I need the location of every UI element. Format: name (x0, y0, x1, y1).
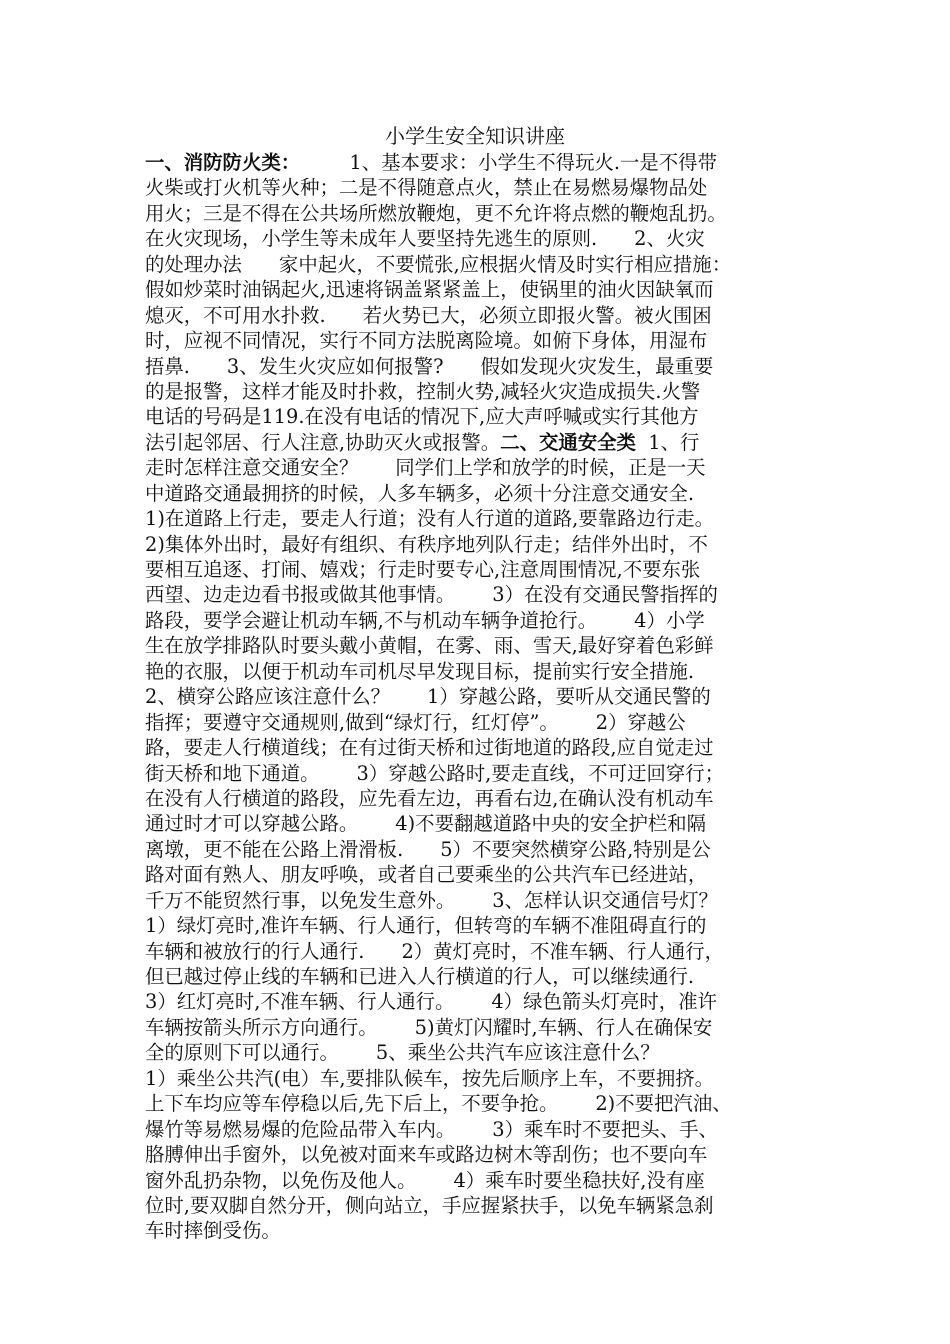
paragraph-line (145, 837, 711, 862)
body-text-segment: 西望、边走边看书报或做其他事情。 3）在没有交通民警指挥的 (145, 583, 718, 607)
body-text-segment: 3）红灯亮时,不准车辆、行人通行。 4）绿色箭头灯亮时，准许 (145, 990, 717, 1014)
body-text-segment: 生在放学排路队时要头戴小黄帽，在雾、雨、雪天,最好穿着色彩鲜 (145, 634, 714, 658)
paragraph-line (145, 532, 708, 557)
body-text-segment: 通过时才可以穿越公路。 4)不要翻越道路中央的安全护栏和隔 (145, 812, 707, 836)
body-text-segment: 离墩，更不能在公路上滑滑板. 5）不要突然横穿公路,特别是公 (145, 837, 711, 861)
body-text-segment: 路对面有熟人、朋友呼唤，或者自己要乘坐的公共汽车已经进站， (145, 863, 708, 887)
body-text-segment: 上下车均应等车停稳以后,先下后上，不要争抢。 2)不要把汽油、 (145, 1092, 732, 1116)
body-text-segment: 时，应视不同情况，实行不同方法脱离险境。如俯下身体，用湿布 (145, 329, 708, 353)
body-text-segment: 要相互追逐、打闹、嬉戏；行走时要专心,注意周围情况,不要东张 (145, 558, 701, 581)
paragraph-line (145, 888, 718, 913)
paragraph-line (145, 659, 694, 684)
body-text-segment: 车时摔倒受伤。 (145, 1219, 281, 1243)
paragraph-line (145, 1015, 712, 1040)
body-text-segment: 胳膊伸出手窗外，以免被对面来车或路边树木等刮伤；也不要向车 (145, 1143, 708, 1167)
paragraph-line (145, 939, 724, 964)
paragraph-line (145, 354, 713, 379)
body-text-segment: 捂鼻. 3、发生火灾应如何报警? 假如发现火灾发生，最重要 (145, 354, 714, 378)
body-text-segment: 艳的衣服，以便于机动车司机尽早发现目标，提前实行安全措施. (145, 659, 695, 683)
body-text-segment: 火柴或打火机等火种；二是不得随意点火，禁止在易燃易爆物品处 (145, 176, 708, 200)
body-text-segment: 用火；三是不得在公共场所燃放鞭炮，更不允许将点燃的鞭炮乱扔。 (145, 201, 727, 225)
body-text-segment: 千万不能贸然行事，以免发生意外。 3、怎样认识交通信号灯？ (145, 888, 718, 912)
body-text-segment: 2)集体外出时，最好有组织、有秩序地列队行走；结伴外出时，不 (145, 532, 708, 556)
body-text-segment: 车辆按箭头所示方向通行。 5)黄灯闪耀时,车辆、行人在确保安 (145, 1015, 713, 1039)
paragraph-line (145, 1117, 718, 1142)
body-text-segment: 中道路交通最拥挤的时候，人多车辆多，必须十分注意交通安全. (145, 481, 695, 505)
body-text-segment: 指挥；要遵守交通规则,做到“绿灯行，红灯停”。 2）穿越公 (145, 710, 686, 734)
body-text-segment: 1)在道路上行走，要走人行道；没有人行道的道路,要靠路边行走。 (145, 507, 715, 531)
paragraph-line (145, 1040, 660, 1065)
body-text-segment: 2、横穿公路应该注意什么？ 1）穿越公路，要听从交通民警的 (145, 685, 711, 709)
paragraph-line (145, 455, 706, 480)
body-text-segment: 1）乘坐公共汽(电）车,要排队候车，按先后顺序上车，不要拥挤。 (145, 1066, 715, 1090)
body-text-segment: 1）绿灯亮时,准许车辆、行人通行，但转弯的车辆不准阻碍直行的 (145, 914, 707, 938)
body-text-segment: 车辆和被放行的行人通行. 2）黄灯亮时，不准车辆、行人通行， (145, 939, 725, 963)
body-text-segment: 假如炒菜时油锅起火,迅速将锅盖紧紧盖上，使锅里的油火因缺氧而 (145, 278, 714, 302)
paragraph-line (145, 1168, 705, 1193)
paragraph-line (145, 735, 714, 760)
paragraph-line (145, 989, 717, 1014)
paragraph-line (145, 404, 699, 429)
paragraph-line (145, 761, 724, 786)
body-text-segment: 路段，要学会避让机动车辆,不与机动车辆争道抢行。 4）小学 (145, 608, 705, 632)
body-text-segment: 法引起邻居、行人注意,协助灭火或报警。 (145, 430, 501, 454)
paragraph-line (145, 633, 714, 658)
paragraph-line (145, 1066, 714, 1091)
paragraph-line (145, 608, 705, 633)
paragraph-line (145, 175, 707, 200)
body-text-segment: 爆竹等易燃易爆的危险品带入车内。 3）乘车时不要把头、手、 (145, 1117, 718, 1141)
paragraph-line (145, 786, 714, 811)
paragraph-line (145, 303, 712, 328)
body-text-segment: 1、基本要求：小学生不得玩火.一是不得带 (300, 151, 717, 174)
paragraph-line (145, 379, 700, 404)
body-text-segment: 窗外乱扔杂物，以免伤及他人。 4）乘车时要坐稳扶好,没有座 (145, 1168, 705, 1192)
body-text-segment: 熄灭，不可用水扑救. 若火势已大，必须立即报火警。被火围困 (145, 303, 712, 327)
paragraph-line (145, 150, 717, 175)
paragraph-line (145, 1218, 281, 1243)
body-text-segment: 在火灾现场，小学生等未成年人要坚持先逃生的原则. 2、火灾 (145, 227, 705, 251)
paragraph-line (145, 252, 731, 277)
paragraph-line (145, 684, 711, 709)
paragraph-line (145, 913, 706, 938)
body-text-segment: 1、行 (635, 430, 700, 454)
paragraph-line (145, 964, 694, 989)
paragraph-line (145, 481, 694, 506)
paragraph-line (145, 1142, 707, 1167)
paragraph-line (145, 710, 686, 735)
body-text-segment: 位时,要双脚自然分开，侧向站立，手应握紧扶手，以免车辆紧急刹 (145, 1193, 714, 1217)
paragraph-line (145, 506, 714, 531)
paragraph-line (145, 862, 707, 887)
body-text-segment: 但已越过停止线的车辆和已进入人行横道的行人，可以继续通行. (145, 965, 695, 988)
body-text-segment: 街天桥和地下通道。 3）穿越公路时,要走直线，不可迂回穿行； (145, 761, 725, 785)
body-text-segment: 走时怎样注意交通安全？ 同学们上学和放学的时候，正是一天 (145, 456, 706, 480)
body-text-segment: 全的原则下可以通行。 5、乘坐公共汽车应该注意什么？ (145, 1041, 660, 1065)
paragraph-line (145, 811, 706, 836)
paragraph-line (145, 582, 718, 607)
paragraph-line (145, 277, 714, 302)
body-text-segment: 路，要走人行横道线；在有过街天桥和过街地道的路段,应自觉走过 (145, 736, 714, 760)
section-heading: 一、消防防火类： (145, 151, 301, 174)
paragraph-line (145, 226, 705, 251)
paragraph-line (145, 328, 707, 353)
paragraph-line (145, 557, 700, 582)
body-text-segment: 在没有人行横道的路段，应先看左边，再看右边,在确认没有机动车 (145, 786, 714, 810)
document-body (145, 150, 805, 1244)
document-title: 小学生安全知识讲座 (385, 124, 565, 148)
section-heading: 二、交通安全类 (500, 430, 636, 454)
paragraph-line (145, 1091, 732, 1116)
body-text-segment: 的是报警，这样才能及时扑救，控制火势,减轻火灾造成损失.火警 (145, 379, 701, 403)
paragraph-line (145, 201, 727, 226)
body-text-segment: 的处理办法 家中起火，不要慌张,应根据火情及时实行相应措施： (145, 252, 732, 276)
paragraph-line (145, 430, 699, 455)
paragraph-line (145, 1193, 714, 1218)
body-text-segment: 电话的号码是119.在没有电话的情况下,应大声呼喊或实行其他方 (145, 405, 699, 429)
